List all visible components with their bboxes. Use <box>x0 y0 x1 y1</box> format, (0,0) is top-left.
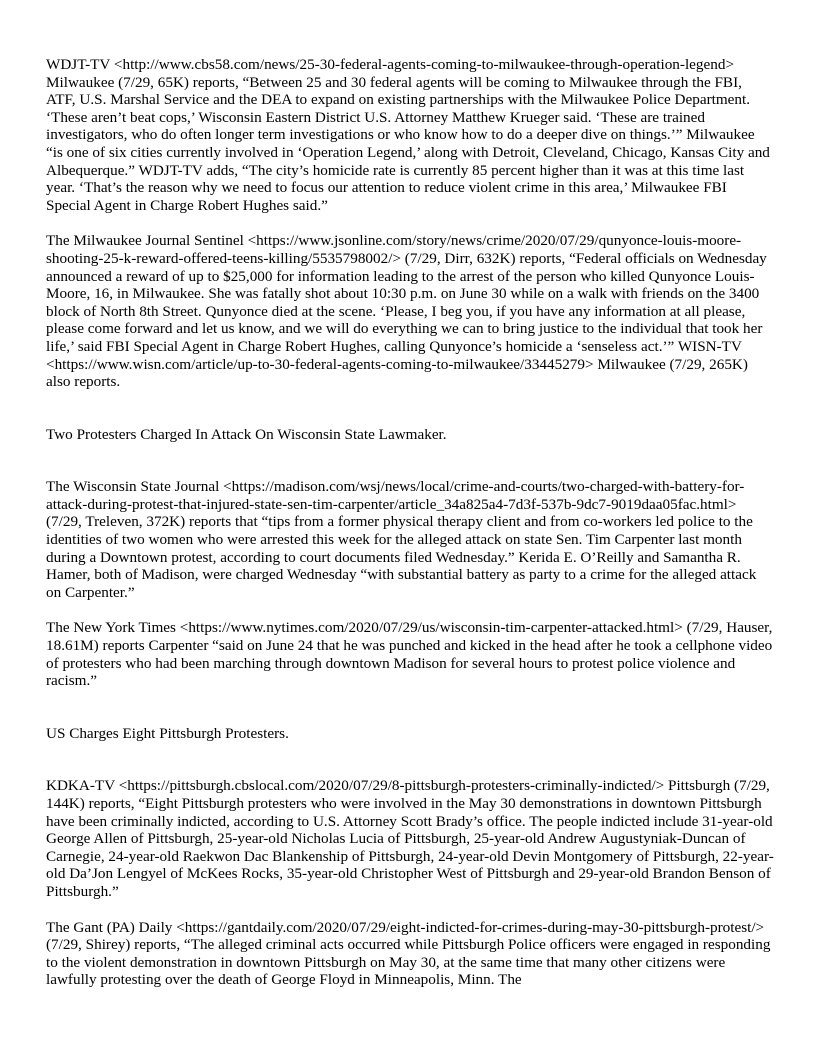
paragraph-nyt-carpenter: The New York Times <https://www.nytimes.com/2020/07/29/us/wisconsin-tim-carpenter-attacked.html> (7/29, Hauser, 18.61M) reports Carpenter “said on June 24 that he was punched and kicked in the head after he took a cellphone video of protesters who had been marching through downtown Madison for several hours to protest police violence and racism.” <box>46 619 773 690</box>
paragraph-state-journal-carpenter: The Wisconsin State Journal <https://madison.com/wsj/news/local/crime-and-courts/two-charged-with-battery-for-attack-during-protest-that-injured-state-sen-tim-carpenter/article_34a825a4-7d3f-537b-9dc7-9019daa05fac.html> (7/29, Treleven, 372K) reports that “tips from a former physical therapy client and from co-workers led police to the identities of two women who were arrested this week for the alleged attack on state Sen. Tim Carpenter last month during a Downtown protest, according to court documents filed Wednesday.” Kerida E. O’Reilly and Samantha R. Hamer, both of Madison, were charged Wednesday “with substantial battery as party to a crime for the alleged attack on Carpenter.” <box>46 478 757 601</box>
section-spacer <box>46 690 774 725</box>
document-page <box>46 56 774 989</box>
section-spacer <box>46 443 774 478</box>
section-spacer <box>46 391 774 426</box>
paragraph-kdka-indictments: KDKA-TV <https://pittsburgh.cbslocal.com/2020/07/29/8-pittsburgh-protesters-criminally-indicted/> Pittsburgh (7/29, 144K) reports, “Eight Pittsburgh protesters who were involved in the May 30 demonstrations in downtown Pittsburgh have been criminally indicted, according to U.S. Attorney Scott Brady’s office. The people indicted include 31-year-old George Allen of Pittsburgh, 25-year-old Nicholas Lucia of Pittsburgh, 25-year-old Andrew Augustyniak-Duncan of Carnegie, 24-year-old Raekwon Dac Blankenship of Pittsburgh, 24-year-old Devin Montgomery of Pittsburgh, 22-year-old Da’Jon Lengyel of McKees Rocks, 35-year-old Christopher West of Pittsburgh and 29-year-old Brandon Benson of Pittsburgh.” <box>46 777 774 900</box>
paragraph-journal-sentinel-reward: The Milwaukee Journal Sentinel <https://www.jsonline.com/story/news/crime/2020/07/29/qunyonce-louis-moore-shooting-25-k-reward-offered-teens-killing/5535798002/> (7/29, Dirr, 632K) reports, “Federal officials on Wednesday announced a reward of up to $25,000 for information leading to the arrest of the person who killed Qunyonce Louis-Moore, 16, in Milwaukee. She was fatally shot about 10:30 p.m. on June 30 while on a walk with friends on the 3400 block of North 8th Street. Qunyonce died at the scene. ‘Please, I beg you, if you have any information at all please, please come forward and let us know, and we will do everything we can to bring justice to the individual that took her life,’ said FBI Special Agent in Charge Robert Hughes, calling Qunyonce’s homicide a ‘senseless act.’” WISN-TV <https://www.wisn.com/article/up-to-30-federal-agents-coming-to-milwaukee/33445279> Milwaukee (7/29, 265K) also reports. <box>46 232 767 391</box>
paragraph-gant-daily: The Gant (PA) Daily <https://gantdaily.com/2020/07/29/eight-indicted-for-crimes-during-may-30-pittsburgh-protest/> (7/29, Shirey) reports, “The alleged criminal acts occurred while Pittsburgh Police officers were engaged in responding to the violent demonstration in downtown Pittsburgh on May 30, at the same time that many other citizens were lawfully protesting over the death of George Floyd in Minneapolis, Minn. The <box>46 918 771 989</box>
headline-pittsburgh-protesters: US Charges Eight Pittsburgh Protesters. <box>46 724 289 742</box>
paragraph-spacer <box>46 601 774 619</box>
paragraph-wdjt-operation-legend: WDJT-TV <http://www.cbs58.com/news/25-30-federal-agents-coming-to-milwaukee-through-operation-legend> Milwaukee (7/29, 65K) reports, “Between 25 and 30 federal agents will be coming to Milwaukee through the FBI, ATF, U.S. Marshal Service and the DEA to expand on existing partnerships with the Milwaukee Police Department. ‘These aren’t beat cops,’ Wisconsin Eastern District U.S. Attorney Matthew Krueger said. ‘These are trained investigators, who do often longer term investigations or who know how to do a deeper dive on things.’” Milwaukee “is one of six cities currently involved in ‘Operation Legend,’ along with Detroit, Cleveland, Chicago, Kansas City and Albequerque.” WDJT-TV adds, “The city’s homicide rate is currently 85 percent higher than it was at this time last year. ‘That’s the reason why we need to focus our attention to reduce violent crime in this area,’ Milwaukee FBI Special Agent in Charge Robert Hughes said.” <box>46 56 770 214</box>
headline-wisconsin-lawmaker-attack: Two Protesters Charged In Attack On Wisconsin State Lawmaker. <box>46 425 447 443</box>
paragraph-spacer <box>46 901 774 919</box>
section-spacer <box>46 742 774 777</box>
paragraph-spacer <box>46 214 774 232</box>
